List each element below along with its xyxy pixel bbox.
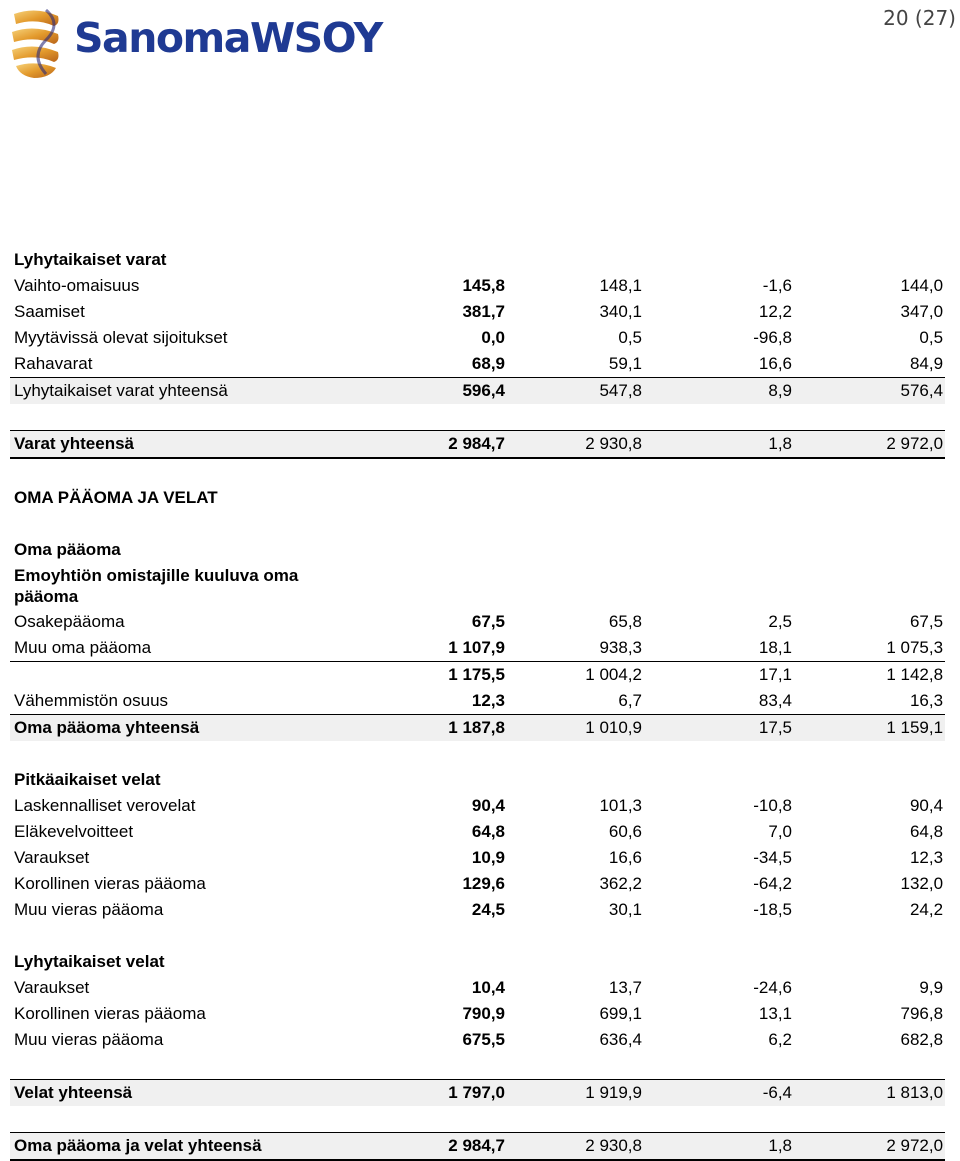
value-cell-c2: 60,6: [608, 822, 642, 842]
page-header: [0, 0, 960, 90]
value-cell-c4: 1 142,8: [794, 662, 945, 689]
table-row: [10, 897, 945, 923]
row-label: Eläkevelvoitteet: [14, 822, 134, 842]
table-row: [10, 351, 945, 378]
value-cell-c1: [367, 767, 507, 793]
spacer-cell: [10, 1053, 945, 1080]
value-cell-c2: 16,6: [608, 848, 642, 868]
table-row: [10, 845, 945, 871]
value-cell-c1: 10,4: [471, 978, 505, 998]
value-cell-c1: 90,4: [471, 796, 505, 816]
spacer-row: [10, 221, 945, 247]
row-label: Myytävissä olevat sijoitukset: [14, 328, 228, 348]
table-row: [10, 1133, 945, 1161]
spacer-row: [10, 511, 945, 537]
table-row: [10, 662, 945, 689]
value-cell-c4: 1 813,0: [794, 1080, 945, 1107]
value-cell-c1: [367, 949, 507, 975]
row-label: OMA PÄÄOMA JA VELAT: [14, 488, 218, 508]
value-cell-c3: 13,1: [758, 1004, 792, 1024]
value-cell-c1: 1 187,8: [367, 715, 507, 742]
value-cell-c2: 0,5: [618, 328, 642, 348]
value-cell-c2: 13,7: [608, 978, 642, 998]
value-cell-c1: 675,5: [462, 1030, 505, 1050]
value-cell-c4: 9,9: [919, 978, 944, 998]
value-cell-c2: 1 004,2: [507, 662, 644, 689]
value-cell-c4: 12,3: [909, 848, 944, 868]
value-cell-c2: [507, 247, 644, 273]
value-cell-c3: -18,5: [753, 900, 792, 920]
value-cell-c4: 67,5: [909, 612, 944, 632]
value-cell-c3: 6,2: [768, 1030, 792, 1050]
value-cell-c1: 0,0: [481, 328, 505, 348]
value-cell-c4: 24,2: [909, 900, 944, 920]
value-cell-c2: [507, 563, 644, 609]
value-cell-c4: [794, 537, 945, 563]
value-cell-c3: 17,1: [644, 662, 794, 689]
row-label: Lyhytaikaiset velat: [14, 952, 165, 972]
value-cell-c1: [367, 537, 507, 563]
value-cell-c1: [367, 247, 507, 273]
value-cell-c3: 2,5: [768, 612, 792, 632]
value-cell-c3: 83,4: [758, 691, 792, 711]
row-label: [10, 662, 367, 689]
value-cell-c4: [794, 563, 945, 609]
value-cell-c2: [507, 767, 644, 793]
sanomawsoy-logo: [6, 4, 382, 80]
row-label: Pitkäaikaiset velat: [14, 770, 161, 790]
value-cell-c2: 547,8: [507, 378, 644, 405]
spacer-cell: [10, 221, 945, 247]
value-cell-c3: -6,4: [644, 1080, 794, 1107]
row-label: Oma pääoma: [14, 540, 121, 560]
value-cell-c1: 1 107,9: [448, 638, 505, 658]
row-label: Varaukset: [14, 978, 90, 998]
spacer-cell: [10, 404, 945, 431]
value-cell-c2: [507, 485, 644, 511]
value-cell-c3: [644, 767, 794, 793]
value-cell-c3: -10,8: [753, 796, 792, 816]
row-label: Laskennalliset verovelat: [14, 796, 196, 816]
spacer-row: [10, 923, 945, 949]
section-heading-row: [10, 485, 945, 511]
value-cell-c1: 2 984,7: [367, 431, 507, 459]
row-label: Korollinen vieras pääoma: [14, 874, 206, 894]
value-cell-c3: -34,5: [753, 848, 792, 868]
row-label: Osakepääoma: [14, 612, 125, 632]
row-label: Velat yhteensä: [10, 1080, 367, 1107]
table-row: [10, 273, 945, 299]
spacer-cell: [10, 1106, 945, 1133]
section-heading-row: [10, 767, 945, 793]
row-label: Korollinen vieras pääoma: [14, 1004, 206, 1024]
value-cell-c1: 2 984,7: [367, 1133, 507, 1161]
value-cell-c4: 16,3: [909, 691, 944, 711]
table-row: [10, 819, 945, 845]
row-label: Rahavarat: [14, 354, 93, 374]
row-label: Oma pääoma yhteensä: [10, 715, 367, 742]
row-label: Saamiset: [14, 302, 85, 322]
value-cell-c4: 682,8: [900, 1030, 944, 1050]
value-cell-c1: [367, 563, 507, 609]
value-cell-c4: 2 972,0: [794, 431, 945, 459]
table-row: [10, 325, 945, 351]
page-number: 20 (27): [883, 6, 956, 30]
value-cell-c4: 84,9: [909, 354, 944, 374]
row-label: Varat yhteensä: [10, 431, 367, 459]
spacer-row: [10, 458, 945, 485]
value-cell-c1: 24,5: [471, 900, 505, 920]
value-cell-c3: 7,0: [768, 822, 792, 842]
row-label: Vähemmistön osuus: [14, 691, 169, 711]
value-cell-c4: 64,8: [909, 822, 944, 842]
value-cell-c2: 1 919,9: [507, 1080, 644, 1107]
logo-wordmark: SanomaWSOY: [74, 14, 382, 62]
value-cell-c3: 1,8: [644, 1133, 794, 1161]
value-cell-c2: [507, 949, 644, 975]
value-cell-c2: [507, 537, 644, 563]
row-label: Lyhytaikaiset varat yhteensä: [10, 378, 367, 405]
table-row: [10, 431, 945, 459]
value-cell-c2: 938,3: [599, 638, 642, 658]
spacer-row: [10, 741, 945, 767]
value-cell-c2: 699,1: [599, 1004, 642, 1024]
value-cell-c1: 68,9: [471, 354, 505, 374]
spacer-row: [10, 1106, 945, 1133]
row-label: Oma pääoma ja velat yhteensä: [10, 1133, 367, 1161]
value-cell-c3: [644, 537, 794, 563]
row-label: Muu oma pääoma: [14, 638, 152, 658]
value-cell-c1: 64,8: [471, 822, 505, 842]
spacer-cell: [10, 458, 945, 485]
table-row: [10, 378, 945, 405]
row-label: Emoyhtiön omistajille kuuluva oma pääoma: [14, 565, 299, 606]
section-heading-row: [10, 563, 945, 609]
row-label: Varaukset: [14, 848, 90, 868]
spacer-row: [10, 1053, 945, 1080]
value-cell-c4: 1 159,1: [794, 715, 945, 742]
row-label: Muu vieras pääoma: [14, 1030, 164, 1050]
value-cell-c1: [367, 485, 507, 511]
row-label: Muu vieras pääoma: [14, 900, 164, 920]
spacer-row: [10, 404, 945, 431]
value-cell-c4: 0,5: [919, 328, 944, 348]
value-cell-c2: 59,1: [608, 354, 642, 374]
value-cell-c1: 381,7: [462, 302, 505, 322]
row-label: Lyhytaikaiset varat: [14, 250, 167, 270]
value-cell-c3: [644, 563, 794, 609]
value-cell-c4: [794, 485, 945, 511]
value-cell-c2: 636,4: [599, 1030, 642, 1050]
value-cell-c3: -96,8: [753, 328, 792, 348]
logo-emblem-icon: [6, 4, 66, 80]
value-cell-c3: [644, 485, 794, 511]
value-cell-c1: 596,4: [367, 378, 507, 405]
value-cell-c2: 101,3: [599, 796, 642, 816]
value-cell-c4: [794, 767, 945, 793]
spacer-cell: [10, 923, 945, 949]
value-cell-c4: 1 075,3: [886, 638, 944, 658]
value-cell-c4: 144,0: [900, 276, 944, 296]
value-cell-c2: 6,7: [618, 691, 642, 711]
value-cell-c2: 65,8: [608, 612, 642, 632]
value-cell-c3: [644, 949, 794, 975]
value-cell-c2: 340,1: [599, 302, 642, 322]
value-cell-c1: 67,5: [471, 612, 505, 632]
table-row: [10, 609, 945, 635]
value-cell-c3: -1,6: [762, 276, 792, 296]
value-cell-c3: 8,9: [644, 378, 794, 405]
value-cell-c1: 790,9: [462, 1004, 505, 1024]
value-cell-c2: 30,1: [608, 900, 642, 920]
value-cell-c4: 796,8: [900, 1004, 944, 1024]
value-cell-c2: 362,2: [599, 874, 642, 894]
section-heading-row: [10, 949, 945, 975]
value-cell-c1: 1 797,0: [367, 1080, 507, 1107]
table-row: [10, 1001, 945, 1027]
value-cell-c4: [794, 949, 945, 975]
value-cell-c3: -64,2: [753, 874, 792, 894]
table-row: [10, 1027, 945, 1053]
value-cell-c3: 12,2: [758, 302, 792, 322]
value-cell-c4: 576,4: [794, 378, 945, 405]
spacer-cell: [10, 741, 945, 767]
value-cell-c1: 129,6: [462, 874, 505, 894]
value-cell-c1: 145,8: [462, 276, 505, 296]
value-cell-c1: 1 175,5: [367, 662, 507, 689]
value-cell-c2: 1 010,9: [507, 715, 644, 742]
value-cell-c2: 2 930,8: [507, 431, 644, 459]
spacer-cell: [10, 511, 945, 537]
table-row: [10, 793, 945, 819]
balance-sheet-table: [10, 221, 945, 1161]
table-row: [10, 975, 945, 1001]
value-cell-c1: 12,3: [471, 691, 505, 711]
table-row: [10, 871, 945, 897]
section-heading-row: [10, 537, 945, 563]
table-row: [10, 299, 945, 325]
row-label: Vaihto-omaisuus: [14, 276, 140, 296]
value-cell-c1: 10,9: [471, 848, 505, 868]
value-cell-c3: 18,1: [758, 638, 792, 658]
value-cell-c4: 132,0: [900, 874, 944, 894]
table-row: [10, 635, 945, 662]
value-cell-c3: [644, 247, 794, 273]
table-row: [10, 1080, 945, 1107]
value-cell-c2: 2 930,8: [507, 1133, 644, 1161]
value-cell-c3: 16,6: [758, 354, 792, 374]
value-cell-c3: 1,8: [644, 431, 794, 459]
value-cell-c4: [794, 247, 945, 273]
value-cell-c4: 347,0: [900, 302, 944, 322]
table-row: [10, 688, 945, 715]
value-cell-c3: -24,6: [753, 978, 792, 998]
value-cell-c4: 90,4: [909, 796, 944, 816]
table-row: [10, 715, 945, 742]
section-heading-row: [10, 247, 945, 273]
value-cell-c3: 17,5: [644, 715, 794, 742]
value-cell-c2: 148,1: [599, 276, 642, 296]
value-cell-c4: 2 972,0: [794, 1133, 945, 1161]
